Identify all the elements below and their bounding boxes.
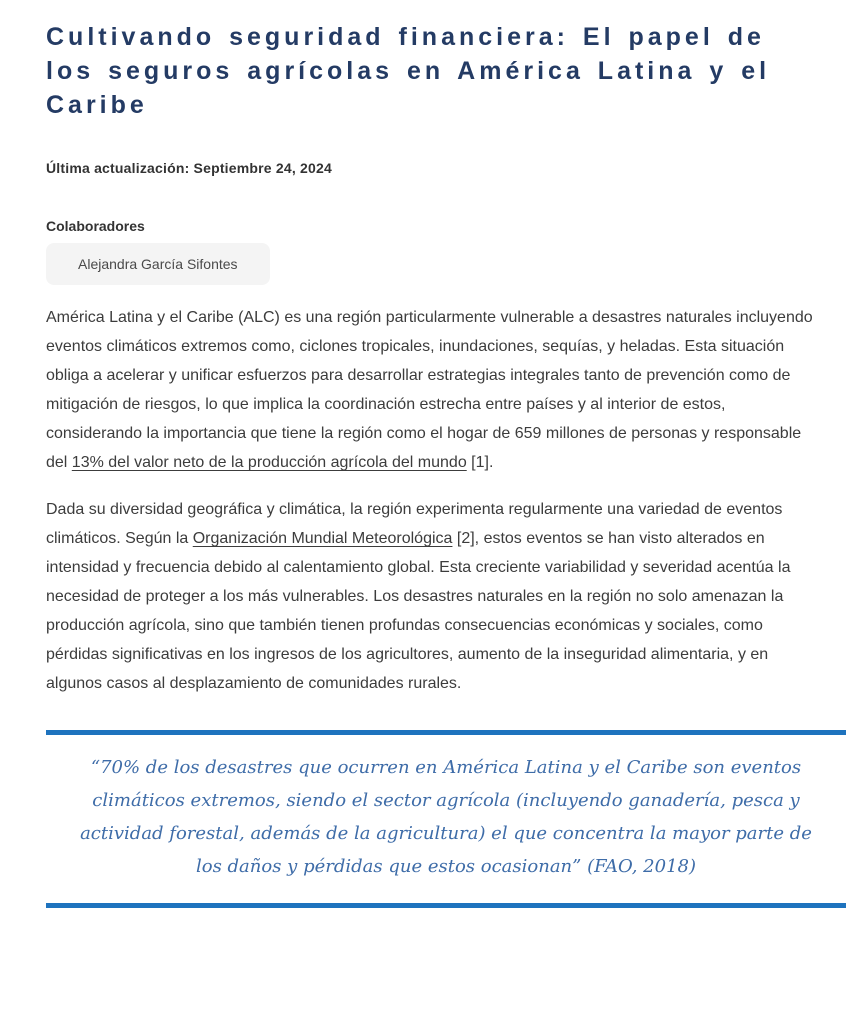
contributors-section bbox=[46, 218, 846, 285]
quote-block bbox=[46, 730, 846, 908]
link-production-value[interactable]: 13% del valor neto de la producción agrícola del mundo bbox=[71, 454, 467, 471]
paragraph-text: [2], estos eventos se han visto alterados en intensidad y frecuencia debido al calentamiento global. Esta creciente variabilidad y severidad acentúa la necesidad de proteger a los más vulnerables. Los desastres naturales en la región no solo amenazan la producción agrícola, sino que también tienen profundas consecuencias económicas y sociales, como pérdidas significativas en los ingresos de los agricultores, aumento de la inseguridad alimentaria, y en algunos casos al desplazamiento de comunidades rurales. bbox=[46, 530, 791, 692]
paragraph-climate-events bbox=[46, 495, 814, 698]
contributor-name: Alejandra García Sifontes bbox=[78, 256, 238, 272]
quote-text: “70% de los desastres que ocurren en América Latina y el Caribe son eventos climáticos extremos, siendo el sector agrícola (incluyendo ganadería, pesca y actividad forestal, además de la agricultura) el que concentra la mayor parte de los daños y pérdidas que estos ocasionan” (FAO, 2018) bbox=[80, 757, 812, 877]
article-page bbox=[46, 20, 846, 908]
last-updated-label: Última actualización: Septiembre 24, 2024 bbox=[46, 160, 332, 176]
paragraph-text: América Latina y el Caribe (ALC) es una región particularmente vulnerable a desastres naturales incluyendo eventos climáticos extremos como, ciclones tropicales, inundaciones, sequías, y heladas. Esta situación obliga a acelerar y unificar esfuerzos para desarrollar estrategias integrales tanto de prevención como de mitigación de riesgos, lo que implica la coordinación estrecha entre países y al interior de estos, considerando la importancia que tiene la región como el hogar de 659 millones de personas y responsable del bbox=[46, 309, 813, 471]
paragraph-vulnerability bbox=[46, 303, 814, 477]
link-wmo[interactable]: Organización Mundial Meteorológica bbox=[192, 530, 453, 547]
paragraph-text: Dada su diversidad geográfica y climática, la región experimenta regularmente una variedad de eventos climáticos. Según la bbox=[46, 501, 783, 547]
contributor-chip[interactable] bbox=[46, 243, 270, 285]
page-title: Cultivando seguridad financiera: El papel de los seguros agrícolas en América Latina y el Caribe bbox=[46, 23, 771, 119]
contributors-label: Colaboradores bbox=[46, 218, 145, 234]
paragraph-text: [1]. bbox=[466, 454, 494, 471]
